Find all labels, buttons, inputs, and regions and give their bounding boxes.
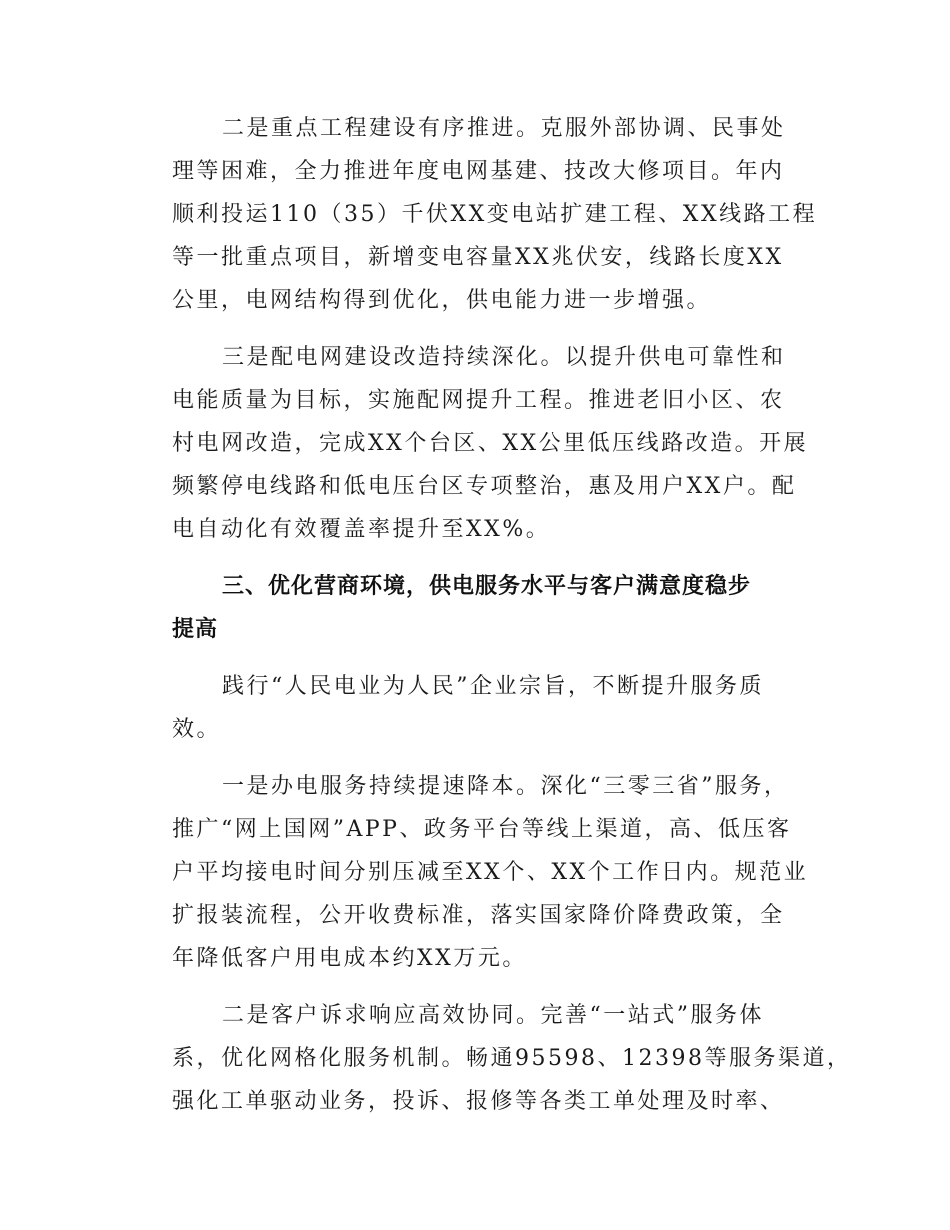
paragraph-electricity-service	[172, 765, 832, 980]
text-line: 三是配电网建设改造持续深化。以提升供电可靠性和	[222, 345, 786, 370]
paragraph-distribution-network	[172, 336, 832, 551]
section-heading	[172, 565, 832, 651]
text-line: 村电网改造，完成XX个台区、XX公里低压线路改造。开展	[172, 431, 809, 456]
text-line: 电能质量为目标，实施配网提升工程。推进老旧小区、农	[172, 388, 785, 413]
paragraph-customer-response	[172, 994, 852, 1123]
text-line: 践行“人民电业为人民”企业宗旨，不断提升服务质	[222, 674, 764, 699]
text-line: 推广“网上国网”APP、政务平台等线上渠道，高、低压客	[172, 817, 792, 842]
text-line: 系，优化网格化服务机制。畅通95598、12398等服务渠道，	[172, 1046, 852, 1071]
paragraph-gap	[172, 651, 832, 665]
paragraph-gap	[172, 322, 832, 336]
text-line: 年降低客户用电成本约XX万元。	[172, 946, 527, 971]
text-line: 扩报装流程，公开收费标准，落实国家降价降费政策，全	[172, 903, 785, 928]
paragraph-gap	[172, 980, 832, 994]
text-line: 一是办电服务持续提速降本。深化“三零三省”服务，	[222, 774, 789, 799]
paragraph-key-projects	[172, 107, 832, 322]
paragraph-gap	[172, 551, 832, 565]
text-line: 理等困难，全力推进年度电网基建、技改大修项目。年内	[172, 159, 785, 184]
paragraph-service-intro	[172, 665, 832, 751]
text-line: 二是客户诉求响应高效协同。完善“一站式”服务体	[222, 1003, 764, 1028]
heading-line: 提高	[172, 617, 219, 642]
text-line: 等一批重点项目，新增变电容量XX兆伏安，线路长度XX	[172, 245, 784, 270]
text-line: 二是重点工程建设有序推进。克服外部协调、民事处	[222, 116, 786, 141]
text-line: 电自动化有效覆盖率提升至XX%。	[172, 517, 551, 542]
document-body	[172, 107, 852, 1123]
heading-line: 三、优化营商环境，供电服务水平与客户满意度稳步	[222, 574, 752, 599]
text-line: 效。	[172, 717, 222, 742]
text-line: 强化工单驱动业务，投诉、报修等各类工单处理及时率、	[172, 1089, 785, 1114]
text-line: 频繁停电线路和低电压台区专项整治，惠及用户XX户。配	[172, 474, 797, 499]
text-line: 顺利投运110（35）千伏XX变电站扩建工程、XX线路工程	[172, 202, 818, 227]
text-line: 公里，电网结构得到优化，供电能力进一步增强。	[172, 288, 712, 313]
paragraph-gap	[172, 751, 832, 765]
text-line: 户平均接电时间分别压减至XX个、XX个工作日内。规范业	[172, 860, 809, 885]
